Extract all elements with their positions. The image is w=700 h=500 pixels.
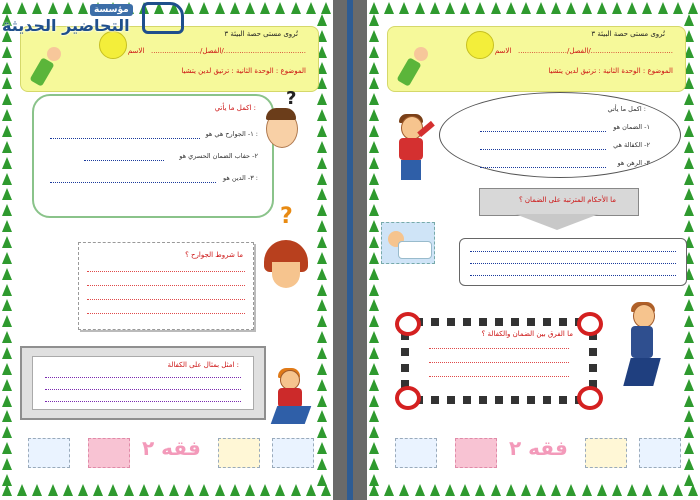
tree-icon <box>551 484 561 496</box>
rulings-arrow-box <box>479 188 639 216</box>
conditions-box <box>78 242 254 330</box>
sleeping-child-icon <box>28 438 70 468</box>
tree-icon <box>684 458 694 470</box>
tree-icon <box>688 2 698 14</box>
tree-border-bottom <box>2 484 331 498</box>
boy-head-illustration <box>47 47 61 61</box>
header-title: تُروى مستى حصة البيئة ٣ <box>591 30 665 38</box>
tree-icon <box>475 484 485 496</box>
tree-icon <box>199 484 209 496</box>
blanket <box>398 241 432 259</box>
running-boy-illustration <box>268 370 318 430</box>
red-ring-icon <box>577 386 603 410</box>
example-frame-inner <box>32 356 254 410</box>
answer-line[interactable] <box>87 271 245 272</box>
answer-line[interactable] <box>87 299 245 300</box>
tree-icon <box>597 484 607 496</box>
tree-icon <box>627 2 637 14</box>
worksheet-header <box>387 26 686 92</box>
tree-icon <box>684 442 694 454</box>
tree-icon <box>684 141 694 153</box>
tree-icon <box>369 77 379 89</box>
logo-big-text: التحاضير الحديثة <box>2 16 130 35</box>
tree-icon <box>369 204 379 216</box>
question-1: ١- الجوارح هي هو : <box>205 130 258 138</box>
computer-icon <box>639 438 681 468</box>
answer-line[interactable] <box>45 389 241 390</box>
tree-icon <box>627 484 637 496</box>
tree-icon <box>445 2 455 14</box>
tree-icon <box>415 484 425 496</box>
tree-icon <box>684 426 694 438</box>
tree-icon <box>199 2 209 14</box>
tree-icon <box>369 363 379 375</box>
example-heading: امثل بمثال على الكفالة : <box>167 361 239 369</box>
answer-line[interactable] <box>87 285 245 286</box>
tree-icon <box>369 93 379 105</box>
topic-value: الوحدة الثانية : ترتيق لدين يتشيا <box>181 67 274 75</box>
tree-icon <box>2 125 12 137</box>
pencil-icon <box>88 438 130 468</box>
divider-bar <box>347 0 353 500</box>
tree-icon <box>17 484 27 496</box>
tree-icon <box>169 484 179 496</box>
tree-icon <box>317 204 327 216</box>
tree-icon <box>536 2 546 14</box>
red-ring-icon <box>577 312 603 336</box>
rulings-question: ما الأحكام المترتبة على الضمان ؟ <box>518 196 616 204</box>
tree-icon <box>317 252 327 264</box>
answer-line-2[interactable] <box>84 160 164 161</box>
tree-icon <box>317 299 327 311</box>
boy-head-illustration <box>414 47 428 61</box>
tree-icon <box>2 474 12 486</box>
class-label: الفصل <box>202 47 222 55</box>
publisher-logo <box>2 2 180 42</box>
tree-icon <box>369 2 379 14</box>
difference-panel <box>415 326 583 396</box>
tree-icon <box>566 484 576 496</box>
tree-icon <box>317 410 327 422</box>
header-topic-row: الموضوع : الوحدة الثانية : ترتيق لدين يتشيا <box>181 67 306 75</box>
tree-icon <box>642 484 652 496</box>
answer-line[interactable] <box>45 401 241 402</box>
boy-body-illustration <box>396 57 421 87</box>
difference-frame <box>395 312 603 410</box>
tree-icon <box>566 2 576 14</box>
tree-icon <box>2 62 12 74</box>
computer-icon <box>272 438 314 468</box>
tree-icon <box>384 2 394 14</box>
tree-icon <box>2 109 12 121</box>
tree-icon <box>642 2 652 14</box>
tree-icon <box>369 395 379 407</box>
tree-icon <box>306 2 316 14</box>
difference-heading: ما الفرق بين الضمان والكفالة ؟ <box>481 330 573 338</box>
tree-icon <box>93 484 103 496</box>
tree-icon <box>673 484 683 496</box>
tree-icon <box>2 379 12 391</box>
tree-icon <box>684 474 694 486</box>
tree-icon <box>317 363 327 375</box>
tree-icon <box>369 347 379 359</box>
question-1: ١- الضمان هو <box>613 123 650 131</box>
runner-head <box>280 370 300 390</box>
tree-icon <box>317 331 327 343</box>
header-topic-row: الموضوع : الوحدة الثانية : ترتيق لدين يتشيا <box>548 67 673 75</box>
tree-icon <box>275 2 285 14</box>
worksheet-page-left <box>0 0 333 500</box>
tree-icon <box>2 77 12 89</box>
tree-icon <box>399 2 409 14</box>
tree-icon <box>317 268 327 280</box>
tree-icon <box>245 2 255 14</box>
tree-icon <box>684 125 694 137</box>
tree-icon <box>317 173 327 185</box>
sleeping-child-icon <box>395 438 437 468</box>
tree-border-bottom <box>369 484 698 498</box>
tree-icon <box>2 363 12 375</box>
tree-border-top <box>369 2 698 16</box>
tree-icon <box>2 442 12 454</box>
subject-title: فقه ٢ <box>142 436 201 460</box>
answer-line-1[interactable] <box>50 138 200 139</box>
question-2: ٢- حفاب الضمان الحسري هو <box>179 152 258 160</box>
tree-icon <box>317 141 327 153</box>
tree-icon <box>684 173 694 185</box>
tree-icon <box>684 315 694 327</box>
tree-icon <box>684 284 694 296</box>
tree-icon <box>658 484 668 496</box>
tree-icon <box>369 236 379 248</box>
tree-icon <box>369 458 379 470</box>
tree-icon <box>369 173 379 185</box>
tree-icon <box>260 484 270 496</box>
question-mark-icon: ? <box>286 88 297 109</box>
tree-icon <box>260 2 270 14</box>
tree-icon <box>2 426 12 438</box>
topic-value: الوحدة الثانية : ترتيق لدين يتشيا <box>548 67 641 75</box>
tree-icon <box>673 2 683 14</box>
tree-icon <box>658 2 668 14</box>
tree-icon <box>369 109 379 121</box>
walking-boy-illustration <box>617 302 669 392</box>
tree-icon <box>2 284 12 296</box>
cartoon-icon <box>218 438 260 468</box>
tree-icon <box>551 2 561 14</box>
tree-icon <box>2 173 12 185</box>
tree-icon <box>369 268 379 280</box>
tree-icon <box>291 484 301 496</box>
boy-legs <box>623 358 661 386</box>
tree-icon <box>369 125 379 137</box>
tree-icon <box>430 484 440 496</box>
tree-icon <box>306 484 316 496</box>
tree-icon <box>317 157 327 169</box>
red-hair-boy-illustration <box>264 222 308 304</box>
footer-strip <box>389 434 682 474</box>
tree-icon <box>317 426 327 438</box>
boy-face <box>272 262 300 288</box>
tree-icon <box>369 188 379 200</box>
tree-icon <box>384 484 394 496</box>
tree-icon <box>684 379 694 391</box>
ellipse-heading: اكمل ما يأتي : <box>607 105 646 113</box>
tree-icon <box>369 426 379 438</box>
thinker-hair <box>266 108 296 120</box>
tree-icon <box>536 484 546 496</box>
tree-icon <box>369 410 379 422</box>
tree-icon <box>317 395 327 407</box>
tree-icon <box>369 30 379 42</box>
tree-icon <box>78 484 88 496</box>
question-2: ٢- الكفالة هي <box>613 141 650 149</box>
tree-icon <box>684 14 694 26</box>
tree-icon <box>684 363 694 375</box>
subject-title: فقه ٢ <box>509 436 568 460</box>
tree-border-right <box>317 14 331 486</box>
tree-icon <box>317 347 327 359</box>
down-arrow-icon <box>515 214 599 230</box>
tree-icon <box>321 2 331 14</box>
tree-icon <box>684 347 694 359</box>
answer-line[interactable] <box>87 313 245 314</box>
tree-icon <box>317 442 327 454</box>
tree-icon <box>521 484 531 496</box>
truck-icon <box>142 2 184 34</box>
tree-icon <box>684 109 694 121</box>
tree-icon <box>369 299 379 311</box>
tree-icon <box>184 2 194 14</box>
tree-icon <box>460 484 470 496</box>
tree-icon <box>317 315 327 327</box>
tree-icon <box>612 2 622 14</box>
tree-icon <box>445 484 455 496</box>
tree-icon <box>2 299 12 311</box>
frame-rail-bottom <box>407 396 591 404</box>
tree-icon <box>475 2 485 14</box>
boy-body-illustration <box>29 57 54 87</box>
tree-icon <box>2 347 12 359</box>
tree-icon <box>317 14 327 26</box>
sun-illustration <box>466 31 494 59</box>
tree-icon <box>2 220 12 232</box>
tree-icon <box>230 2 240 14</box>
header-name-class-row: الفصل/...................... الاسم /..................................... <box>127 47 306 55</box>
thinking-boy-illustration <box>262 104 300 164</box>
tree-icon <box>521 2 531 14</box>
tree-icon <box>684 204 694 216</box>
boy-head <box>633 304 655 328</box>
header-title: تُروى مستى حصة البيئة ٣ <box>224 30 298 38</box>
tree-icon <box>2 410 12 422</box>
tree-icon <box>2 268 12 280</box>
boy-legs <box>401 160 421 180</box>
name-label: الاسم <box>494 47 512 55</box>
tree-icon <box>317 220 327 232</box>
example-frame <box>20 346 266 420</box>
tree-icon <box>491 2 501 14</box>
tree-icon <box>684 395 694 407</box>
tree-icon <box>597 2 607 14</box>
answer-line[interactable] <box>429 348 569 349</box>
class-label: الفصل <box>569 47 589 55</box>
tree-icon <box>684 410 694 422</box>
tree-icon <box>684 93 694 105</box>
tree-icon <box>369 474 379 486</box>
tree-icon <box>612 484 622 496</box>
header-name-class-row: الفصل/...................... الاسم /..................................... <box>494 47 673 55</box>
tree-icon <box>317 284 327 296</box>
answer-line[interactable] <box>470 263 676 264</box>
tree-icon <box>491 484 501 496</box>
worksheet-page-right <box>367 0 700 500</box>
runner-body <box>278 388 302 408</box>
tree-icon <box>108 484 118 496</box>
tree-icon <box>230 484 240 496</box>
tree-icon <box>369 220 379 232</box>
tree-icon <box>63 484 73 496</box>
tree-icon <box>369 14 379 26</box>
tree-icon <box>684 188 694 200</box>
name-label: الاسم <box>127 47 145 55</box>
tree-icon <box>2 157 12 169</box>
tree-icon <box>317 93 327 105</box>
tree-icon <box>460 2 470 14</box>
tree-icon <box>2 331 12 343</box>
question-3: ٣- الدين هو : <box>223 174 258 182</box>
tree-icon <box>369 157 379 169</box>
answer-line-3[interactable] <box>50 182 216 183</box>
topic-label: الموضوع <box>280 67 306 75</box>
answer-line[interactable] <box>429 376 569 377</box>
question-3: ٣- الرهن هو <box>617 159 650 167</box>
page-divider <box>333 0 367 500</box>
tree-icon <box>215 2 225 14</box>
tree-icon <box>430 2 440 14</box>
tree-icon <box>2 93 12 105</box>
tree-icon <box>2 315 12 327</box>
tree-icon <box>2 458 12 470</box>
tree-icon <box>291 2 301 14</box>
tree-icon <box>48 484 58 496</box>
boy-body <box>399 138 423 160</box>
tree-icon <box>369 331 379 343</box>
tree-icon <box>684 331 694 343</box>
tree-icon <box>317 188 327 200</box>
tree-icon <box>684 299 694 311</box>
boy-body <box>631 326 653 358</box>
question-mark-icon: ? <box>280 204 293 229</box>
tree-icon <box>369 379 379 391</box>
rulings-answer-box <box>459 238 687 286</box>
tree-icon <box>317 474 327 486</box>
tree-icon <box>506 484 516 496</box>
answer-line-1[interactable] <box>480 131 606 132</box>
cartoon-icon <box>585 438 627 468</box>
red-ring-icon <box>395 312 421 336</box>
tree-icon <box>124 484 134 496</box>
sleeping-child-illustration <box>381 222 435 264</box>
tree-icon <box>582 2 592 14</box>
answer-line-3[interactable] <box>480 167 606 168</box>
logo-small-text: مؤسسة <box>90 4 133 16</box>
tree-icon <box>317 236 327 248</box>
tree-icon <box>275 484 285 496</box>
answer-line[interactable] <box>429 362 569 363</box>
pointing-boy-illustration <box>389 108 435 182</box>
answer-line[interactable] <box>470 251 676 252</box>
tree-icon <box>2 141 12 153</box>
tree-icon <box>684 157 694 169</box>
tree-icon <box>32 484 42 496</box>
red-ring-icon <box>395 386 421 410</box>
tree-icon <box>184 484 194 496</box>
conditions-heading: ما شروط الجوارح ؟ <box>185 251 243 259</box>
answer-line-2[interactable] <box>480 149 606 150</box>
tree-icon <box>2 236 12 248</box>
tree-icon <box>2 395 12 407</box>
topic-label: الموضوع <box>647 67 673 75</box>
frame-rail-top <box>407 318 591 326</box>
answer-line[interactable] <box>470 275 676 276</box>
tree-icon <box>582 484 592 496</box>
tree-icon <box>369 141 379 153</box>
tree-icon <box>399 484 409 496</box>
tree-icon <box>369 62 379 74</box>
tree-border-left <box>2 14 16 486</box>
tree-icon <box>369 284 379 296</box>
tree-icon <box>317 458 327 470</box>
tree-icon <box>317 379 327 391</box>
tree-icon <box>369 315 379 327</box>
tree-icon <box>369 46 379 58</box>
bubble-heading: اكمل ما يأتي : <box>214 104 256 112</box>
tree-icon <box>245 484 255 496</box>
tree-icon <box>2 204 12 216</box>
tree-icon <box>684 220 694 232</box>
tree-icon <box>369 442 379 454</box>
tree-icon <box>506 2 516 14</box>
complete-bubble <box>32 94 274 218</box>
tree-icon <box>369 252 379 264</box>
tree-icon <box>139 484 149 496</box>
footer-strip <box>22 434 315 474</box>
answer-line[interactable] <box>45 377 241 378</box>
pencil-icon <box>455 438 497 468</box>
tree-icon <box>215 484 225 496</box>
tree-icon <box>317 125 327 137</box>
tree-icon <box>415 2 425 14</box>
tree-icon <box>2 46 12 58</box>
tree-icon <box>2 188 12 200</box>
complete-ellipse <box>439 92 681 178</box>
tree-icon <box>317 109 327 121</box>
tree-icon <box>2 252 12 264</box>
tree-icon <box>154 484 164 496</box>
runner-legs <box>271 406 312 424</box>
